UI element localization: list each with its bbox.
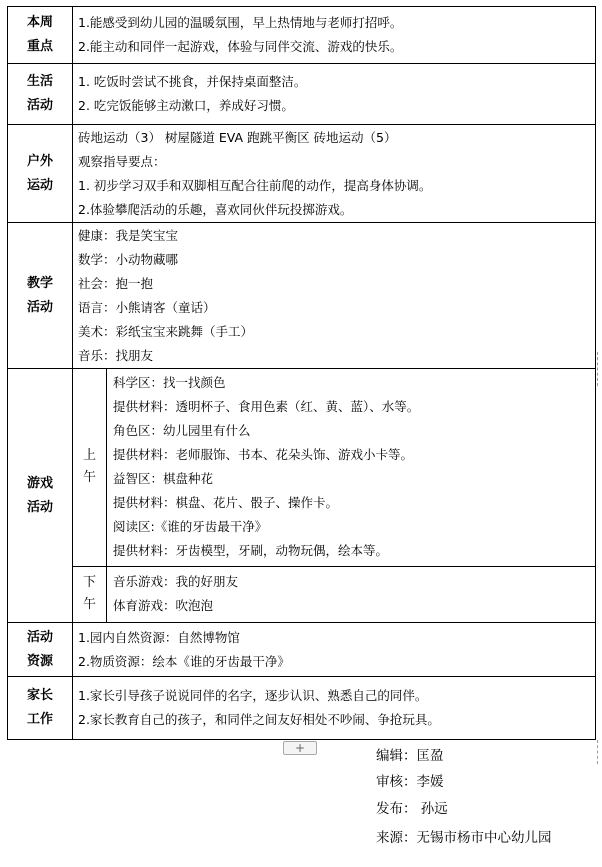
header-line-2: 活动: [26, 499, 53, 515]
morning-line-3: 角色区：幼儿园里有什么: [113, 423, 251, 439]
row-life-activity: [8, 64, 596, 125]
row-activity-resources: [8, 623, 596, 677]
table-resize-handle[interactable]: [597, 352, 602, 386]
outdoor-line-2: 观察指导要点：: [78, 153, 166, 169]
header-teaching-activity: [8, 223, 73, 369]
header-activity-resources: [8, 623, 73, 677]
footer-reviewer: 审核：李媛: [376, 774, 444, 790]
content-weekly-focus: [73, 7, 596, 64]
morning-content: [107, 369, 596, 566]
afternoon-content: [107, 566, 596, 622]
row-weekly-focus: [8, 7, 596, 64]
content-game-activity: [73, 369, 596, 623]
outdoor-line-3: 1. 初步学习双手和双脚相互配合往前爬的动作，提高身体协调。: [78, 177, 432, 193]
content-activity-resources: [73, 623, 596, 677]
weekly-plan-table: [7, 6, 596, 740]
focus-line-1: 1.能感受到幼儿园的温暖氛围，早上热情地与老师打招呼。: [78, 15, 403, 30]
teaching-line-1: 健康：我是笑宝宝: [78, 227, 179, 243]
header-line-1: 教学: [26, 275, 53, 291]
morning-line-6: 提供材料：棋盘、花片、骰子、操作卡。: [113, 495, 339, 511]
header-line-2: 资源: [26, 653, 53, 669]
family-line-1: 1.家长引导孩子说说同伴的名字，逐步认识、熟悉自己的同伴。: [78, 688, 428, 703]
footer-editor: 编辑：匡盈: [376, 748, 444, 764]
afternoon-label-line-2: 午: [82, 597, 96, 613]
row-outdoor-sports: [8, 125, 596, 223]
content-outdoor-sports: [73, 125, 596, 223]
header-line-1: 游戏: [26, 475, 53, 491]
afternoon-row: [73, 566, 595, 622]
teaching-line-2: 数学：小动物藏哪: [78, 251, 179, 267]
row-game-activity: [8, 369, 596, 623]
header-line-2: 活动: [26, 98, 53, 113]
teaching-line-5: 美术：彩纸宝宝来跳舞（手工）: [78, 323, 254, 339]
morning-line-8: 提供材料：牙齿模型，牙刷，动物玩偶，绘本等。: [113, 543, 389, 559]
header-outdoor-sports: [8, 125, 73, 223]
morning-label: [73, 369, 107, 566]
footer-publisher: 发布： 孙远: [376, 801, 448, 817]
header-line-2: 运动: [26, 177, 53, 193]
row-teaching-activity: [8, 223, 596, 369]
header-line-2: 活动: [26, 299, 53, 315]
content-teaching-activity: [73, 223, 596, 369]
outdoor-line-4: 2.体验攀爬活动的乐趣，喜欢同伙伴玩投掷游戏。: [78, 201, 353, 217]
header-line-1: 生活: [26, 74, 53, 89]
teaching-line-6: 音乐：找朋友: [78, 347, 154, 363]
morning-row: [73, 369, 595, 566]
morning-label-line-1: 上: [82, 448, 96, 464]
header-line-1: 户外: [26, 153, 53, 169]
table-resize-handle-bottom[interactable]: [597, 740, 602, 764]
header-family-work: [8, 677, 73, 740]
row-family-work: [8, 677, 596, 740]
header-weekly-focus: [8, 7, 73, 64]
morning-label-line-2: 午: [82, 470, 96, 486]
teaching-line-3: 社会：抱一抱: [78, 275, 154, 291]
afternoon-label-line-1: 下: [82, 575, 96, 591]
footer-source: 来源：无锡市杨市中心幼儿园: [376, 830, 552, 846]
family-line-2: 2.家长教育自己的孩子，和同伴之间友好相处不吵闹、争抢玩具。: [78, 712, 440, 727]
afternoon-label: [73, 566, 107, 622]
add-row-button[interactable]: +: [283, 741, 317, 755]
morning-line-7: 阅读区:《谁的牙齿最干净》: [113, 519, 268, 535]
content-family-work: [73, 677, 596, 740]
header-game-activity: [8, 369, 73, 623]
resources-line-2: 2.物质资源：绘本《谁的牙齿最干净》: [78, 653, 290, 669]
afternoon-line-2: 体育游戏：吹泡泡: [113, 598, 214, 614]
resources-line-1: 1.园内自然资源：自然博物馆: [78, 629, 240, 645]
outdoor-line-1: 砖地运动（3） 树屋隧道 EVA 跑跳平衡区 砖地运动（5）: [78, 129, 397, 145]
morning-line-1: 科学区：找一找颜色: [113, 375, 226, 391]
afternoon-line-1: 音乐游戏：我的好朋友: [113, 574, 239, 590]
morning-line-4: 提供材料：老师服饰、书本、花朵头饰、游戏小卡等。: [113, 447, 414, 463]
life-line-1: 1. 吃饭时尝试不挑食，并保持桌面整洁。: [78, 74, 307, 89]
header-line-1: 活动: [26, 629, 53, 645]
teaching-line-4: 语言：小熊请客（童话）: [78, 299, 216, 315]
header-line-1: 家长: [26, 688, 53, 703]
content-life-activity: [73, 64, 596, 125]
header-line-2: 工作: [26, 712, 53, 727]
header-line-1: 本周: [26, 15, 53, 30]
life-line-2: 2. 吃完饭能够主动漱口，养成好习惯。: [78, 98, 294, 113]
header-life-activity: [8, 64, 73, 125]
header-line-2: 重点: [26, 39, 53, 54]
game-schedule-table: [73, 369, 595, 622]
focus-line-2: 2.能主动和同伴一起游戏，体验与同伴交流、游戏的快乐。: [78, 39, 403, 54]
morning-line-5: 益智区：棋盘种花: [113, 471, 214, 487]
morning-line-2: 提供材料：透明杯子、食用色素（红、黄、蓝）、水等。: [113, 399, 420, 415]
